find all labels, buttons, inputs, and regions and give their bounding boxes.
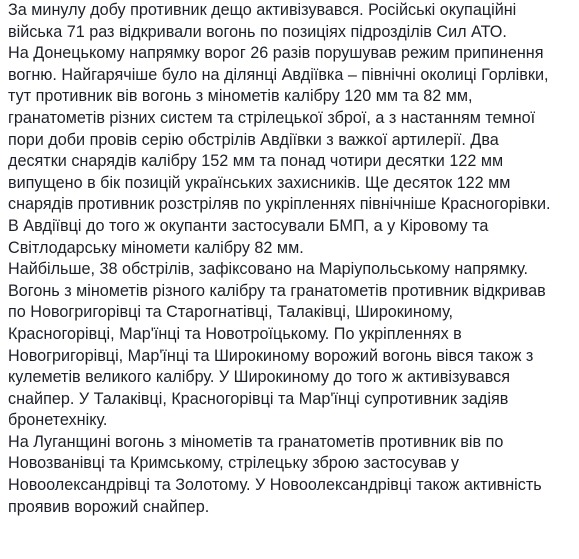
- text-line: Красногорівці, Мар'їнці та Новотроїцькому. По укріпленнях в: [8, 324, 462, 343]
- text-line: бронетехніку.: [8, 411, 108, 430]
- text-line: За минулу добу противник дещо активізувався. Російські окупаційні: [8, 1, 517, 19]
- text-line: по Новогригорівці та Старогнатівці, Талаківці, Широкиному,: [8, 303, 454, 322]
- text-line: Новоолександрівці та Золотому. У Новоолександрівці також активність: [8, 476, 542, 495]
- text-line: вогню. Найгарячіше було на ділянці Авдіївка – північні околиці Горлівки,: [8, 65, 549, 84]
- text-line: Світлодарську міномети калібру 82 мм.: [8, 238, 304, 257]
- text-line: кулеметів великого калібру. У Широкиному до того ж активізувався: [8, 368, 511, 387]
- text-line: пори доби провів серію обстрілів Авдіївки з важкої артилерії. Два: [8, 130, 499, 149]
- text-line: десятки снарядів калібру 152 мм та понад чотири десятки 122 мм: [8, 152, 504, 171]
- text-line: Вогонь з мінометів різного калібру та гранатометів противник відкривав: [8, 281, 546, 300]
- text-line: Новозванівці та Кримському, стрілецьку зброю застосував у: [8, 454, 460, 473]
- text-line: Новогригорівці, Мар'їнці та Широкиному ворожий вогонь вівся також з: [8, 346, 534, 365]
- text-line: Найбільше, 38 обстрілів, зафіксовано на Маріупольському напрямку.: [8, 260, 528, 279]
- text-line: В Авдіївці до того ж окупанти застосували БМП, а у Кіровому та: [8, 216, 489, 235]
- text-line: На Луганщині вогонь з мінометів та гранатометів противник вів по: [8, 432, 504, 451]
- text-line: випущено в бік позицій українських захисників. Ще десяток 122 мм: [8, 173, 511, 192]
- text-line: гранатометів різних систем та стрілецької зброї, а з настанням темної: [8, 108, 536, 127]
- text-line: війська 71 раз відкривали вогонь по позиціях підрозділів Сил АТО.: [8, 22, 507, 41]
- text-line: На Донецькому напрямку ворог 26 разів порушував режим припинення: [8, 44, 544, 63]
- text-line: тут противник вів вогонь з мінометів калібру 120 мм та 82 мм,: [8, 87, 473, 106]
- text-line: снарядів противник розстріляв по укріпленнях північніше Красногорівки.: [8, 195, 551, 214]
- text-line: снайпер. У Талаківці, Красногорівці та Мар'їнці супротивник задіяв: [8, 389, 509, 408]
- text-line: проявив ворожий снайпер.: [8, 497, 210, 516]
